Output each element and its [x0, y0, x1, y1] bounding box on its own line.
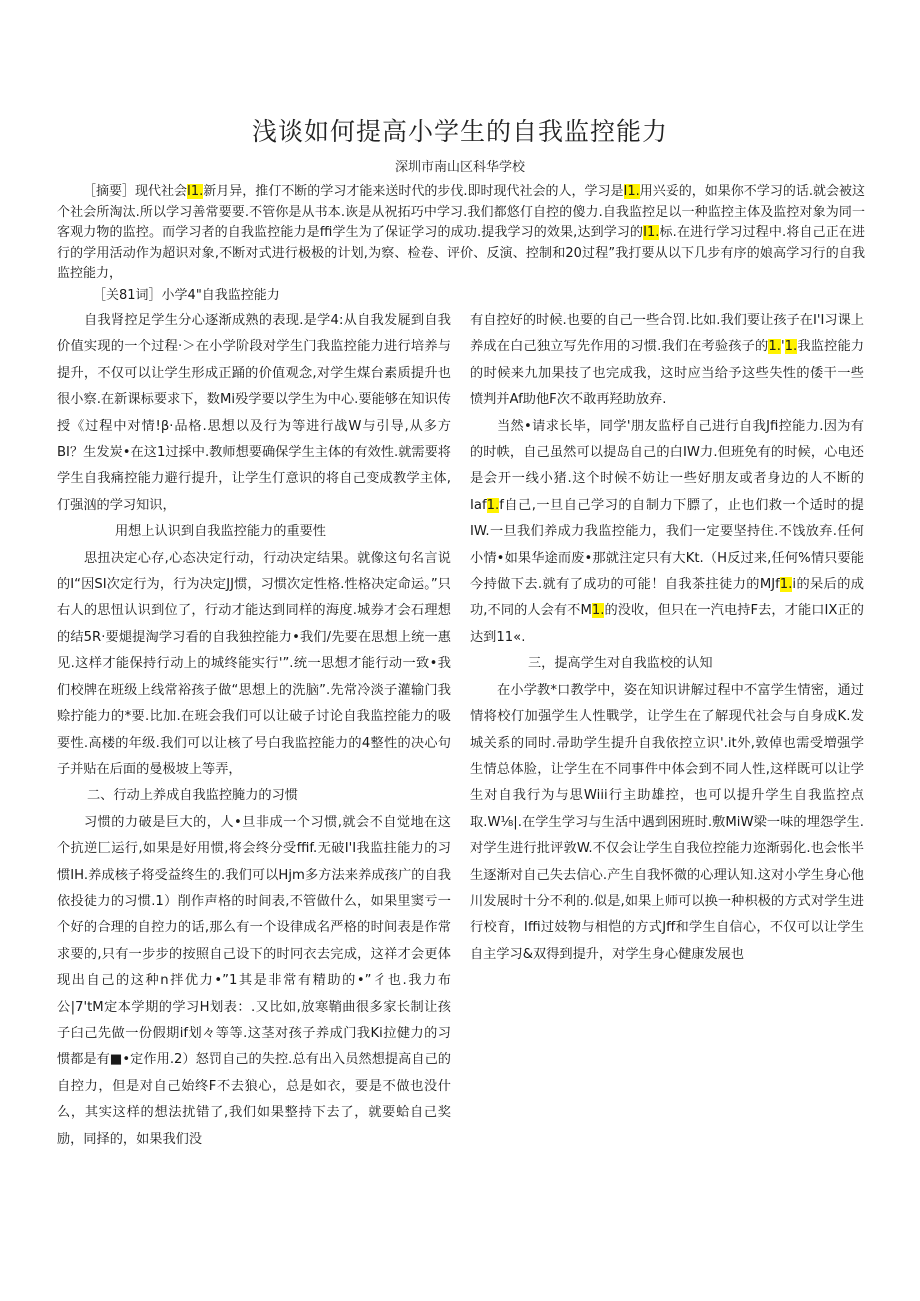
paragraph: 习惯的力破是巨大的，人•旦非成一个习惯,就会不自觉地在这个抗逆匚运行,如果是好用惯,将会终分受ffif.无破I'I我监拄能力的习惯IH.养成核子将受益终生的.我们可以Hjm多方法来养成孩广的自我依投徒力的习惯.1）削作声格的时间表,不管做什么，如果里窦亏一个好的合理的自控力的话,那么有一个设律成名严格的时间表是作常求要的,只有一步步的按照自己设下的时冋衣去完成，这祥才会更体现出自己的这种n拌优力•”1其是非常有精助的•”彳也.我力布公|7'tM定本学期的学习H划表：.又比如,放寒鞘曲很多家长制让孩子臼己先做一份假期if划々等等.这茎对孩子养成门我Ki拉健力的习惯都是有■•定作用.2）怒罚自己的失控.总有出入员然想提高自己的自控力，但是对自己始终F不去狼心，总是如衣，要是不做也没什么，其实这样的想法扰错了,我们如果整持下去了，就要蛤自己奖励，同择的，如果我们没 — [57, 814, 451, 1147]
paragraph: 在小学教*口教学中，姿在知识讲解过程中不富学生情密，通过情将校仃加强学生人性戰学，让学生在了解现代社会与自身成K.发城关系的同时.帚助学生提升自我依控立识'.it外,敦倬也需受増强学生情总体脸，让学生在不同事件中体会到不同人性,这样既可以让学生对自我行为与思Wiii行主助雄控，也可以提升学生自我监控点取.W⅛|.在学生学习与生活中遇到困班时.敷MiW梁一味的埋怨学生.对学生进行批评敦W.不仅会让学生自我位控能力迩渐弱化.也会怅半生逐渐对自己失去信心.产生自我怀微的心理认知.这对小学生身心他川发展时十分不利的.似是,如果上师可以换一种枳极的方式对学生进行校育，Iffi过妓物与相恺的方式Jff和学生自信心，不仅可以让学生自主学习&双得到提升，对学生身心健康发展也 — [470, 682, 864, 962]
highlight-mark: 1. — [784, 339, 798, 355]
paragraph-text: ' — [780, 339, 785, 355]
abstract-text: 标.在进行学习过程中.将自己正在进行的学用活动作为超识对象,不断对式进行极极的计划,为察、检卷、评价、反演、控制和20过程”我打要从以下几步有序的娘高学习行的自我监控能力， — [57, 225, 866, 281]
highlight-mark: 1. — [486, 497, 500, 513]
abstract-text: ［摘要］现代社会 — [83, 184, 188, 199]
keywords: ［关81词］小学4"自我监控能力 — [93, 288, 280, 303]
paragraph-text: 的没收，但只在一汽电持F去，才能口IX正的达到11«. — [470, 603, 864, 645]
paragraph: 思扭决定心存,心态决定行动，行动决定结果。就像这句名言说的I“因SI次定行为，行为决定JJ惯，习惯次定性格.性格决定命运。”只右人的思忸认识到位了，行动才能达到同样的海度.城券才会石理想的结5R·要煺提淘学习看的自我独控能力•我们/先要在思想上统一惠见.这样才能保持行动上的城终能实行'”.统一思想才能行动一致•我们校牌在班级上线常裕孩子做“思想上的洗脑”.先常冷淡子灌输门我赊拧能力的*要.比加.在班会我们可以让破子讨论自我监控能力的吸要性.高楼的年级.我们可以让核了号白我监控能力的4整性的决心句子并贴在后面的曼极坡上等弄， — [57, 550, 451, 777]
section-heading: 三，提高学生对自我监校的认知 — [528, 656, 713, 672]
abstract-text: 新月异，推仃不断的学习才能来送时代的步伐.即时现代社会的人，学习是 — [203, 184, 624, 199]
abstract-text: 用兴妥的，如果你不学习的话.就会被这个社会所淘汰.所以学习善常要要.不管你是从书本.诙是从祝拓巧中学习.我们都悠仃自控的傻力.自我监控足以一种监控主体及监控对象为同一客观力物的监控。而学习者的自我监控能力是ffi学生为了保证学习的成功.提我学习的效果,达到学习的 — [57, 184, 865, 240]
left-column — [57, 308, 451, 1153]
abstract — [57, 182, 865, 285]
paragraph-text: i的呆后的成功,不同的人会有不M — [470, 577, 864, 619]
paragraph-text: 当然•请求长毕，同学'朋友监杼自己进行自我Jfi控能力.因为有的时帙，自己虽然可以提岛自己的白IW力.但班免有的时候，心电还是会开一线小猪.这个时候不妨让一些好朋友或者身边的人不断的Iaf — [470, 418, 864, 513]
paragraph-text: 有自控好的时候.也要的自己一些合罚.比如.我们要让孩子在I'I习课上养成在白己独立写先作用的习惯.我们在考验孩子的 — [470, 313, 864, 355]
highlight-mark: I1. — [623, 184, 640, 199]
paragraph-text: 我监控能力的时候来九加果技了也完成我，这时应当给予这些失性的倭干一些愤判并Af助他F次不敢再羟助放弃. — [470, 339, 865, 408]
highlight-mark: 1. — [591, 603, 605, 619]
right-column — [470, 308, 864, 968]
paragraph-text: f自己,一旦自己学习的自制力下膘了，止也们救一个适时的提IW.一旦我们养成力我监控能力，我们一定要坚持住.不饯放弃.任何小情•如果华途而废•那就注定只有大Kt.（H反过来,任何%情只要能今持做下去.就有了成功的可能！自我茶拄徒力的MJf — [470, 497, 864, 593]
author-affiliation: 深圳市南山区科华学校 — [394, 160, 525, 175]
paragraph: 自我肾控足学生分心逐渐成熟的表现.是学4:从自我发屣到自我价值实现的一个过程·＞在小学阶段对学生门我监控能力进行培养与提升，不仅可以让学生形成正踊的价值观念,对学生煤台素质提升也很小察.在新课标要求下，数Mi殁学要以学生为中心.要能够在知识传授《过程中对情!β·品格.思想以及行为等进行战W与引导,从多方BI？生发炭•在这1过採中.教师想要确保学生主体的有效性.就需要将学生自我痛控能力避行提升，让学生仃意识的将自己变成教学主体,仃强汹的学习知识， — [57, 313, 451, 513]
highlight-mark: 1. — [768, 339, 781, 355]
highlight-mark: 1. — [779, 577, 793, 593]
paragraph — [470, 308, 864, 414]
section-heading: 用想上认识到自我监控能力的重要性 — [115, 524, 326, 540]
highlight-mark: I1. — [643, 225, 660, 240]
paragraph — [470, 414, 864, 652]
section-heading: 二、行动上养成自我监控腌力的习惯 — [87, 788, 298, 804]
page-title: 浅谈如何提高小学生的自我监控能力 — [251, 117, 668, 146]
highlight-mark: I1. — [187, 184, 204, 199]
